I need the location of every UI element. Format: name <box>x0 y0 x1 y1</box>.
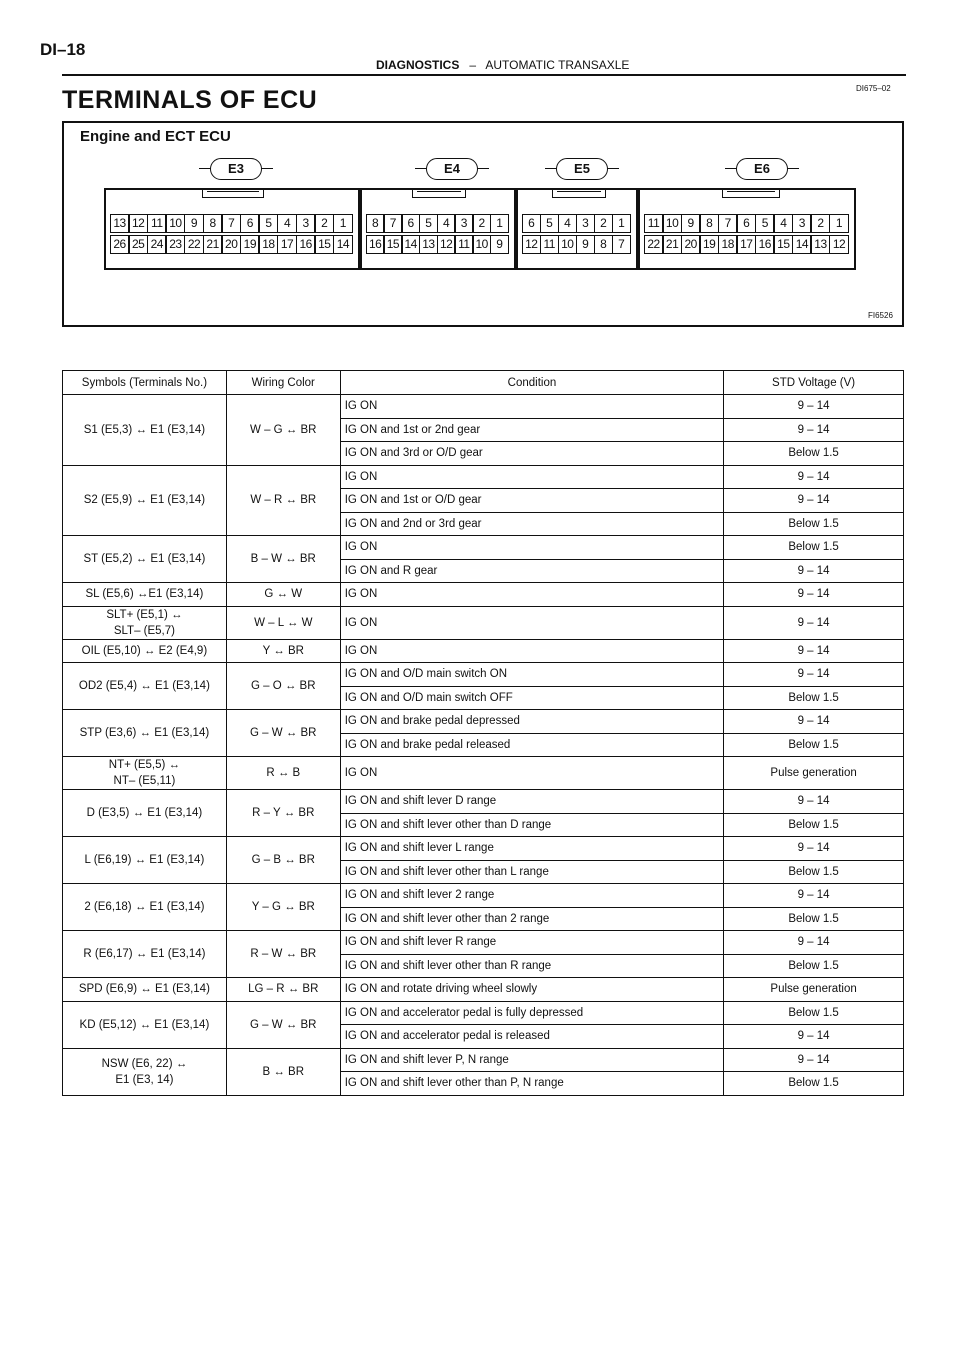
connector-pin: 1 <box>490 214 509 233</box>
connector-pin: 14 <box>401 235 420 254</box>
connector-pin: 13 <box>110 214 130 233</box>
connector-pin: 19 <box>240 235 260 254</box>
connector-pin: 12 <box>128 214 148 233</box>
connector-pin: 11 <box>540 235 560 254</box>
connector-pin: 5 <box>258 214 278 233</box>
table-row <box>63 536 904 560</box>
connector-e3 <box>104 188 360 270</box>
cell-condition: IG ON and O/D main switch ON <box>340 663 723 687</box>
connector-pin: 15 <box>383 235 402 254</box>
connector-pin: 4 <box>277 214 297 233</box>
cell-wiring-color: G – O ↔ BR <box>226 663 340 710</box>
connector-pin: 12 <box>829 235 849 254</box>
connector-pin: 12 <box>522 235 542 254</box>
cell-symbol <box>63 978 227 1002</box>
cell-symbol <box>63 536 227 583</box>
cell-std-voltage: 9 – 14 <box>724 418 904 442</box>
cell-condition: IG ON <box>340 606 723 639</box>
cell-std-voltage: Pulse generation <box>724 757 904 790</box>
connector-pin: 15 <box>773 235 793 254</box>
connector-pin: 22 <box>644 235 664 254</box>
connector-pin: 4 <box>558 214 578 233</box>
cell-wiring-color: G – W ↔ BR <box>226 710 340 757</box>
cell-condition: IG ON and brake pedal depressed <box>340 710 723 734</box>
cell-condition: IG ON and shift lever other than D range <box>340 813 723 837</box>
cell-condition: IG ON and 1st or 2nd gear <box>340 418 723 442</box>
cell-condition: IG ON and accelerator pedal is fully depressed <box>340 1001 723 1025</box>
cell-condition: IG ON and shift lever other than P, N range <box>340 1072 723 1096</box>
cell-condition: IG ON and 2nd or 3rd gear <box>340 512 723 536</box>
cell-std-voltage: Below 1.5 <box>724 1001 904 1025</box>
cell-wiring-color: W – L ↔ W <box>226 606 340 639</box>
table-row <box>63 583 904 607</box>
connector-pin: 3 <box>792 214 812 233</box>
cell-condition: IG ON and shift lever R range <box>340 931 723 955</box>
cell-condition: IG ON and O/D main switch OFF <box>340 686 723 710</box>
connector-pin: 24 <box>147 235 167 254</box>
cell-std-voltage: 9 – 14 <box>724 837 904 861</box>
cell-std-voltage: 9 – 14 <box>724 606 904 639</box>
cell-std-voltage: 9 – 14 <box>724 1025 904 1049</box>
table-row <box>63 931 904 955</box>
connector-pin: 14 <box>792 235 812 254</box>
connector-pin: 2 <box>810 214 830 233</box>
cell-symbol <box>63 606 227 639</box>
cell-std-voltage: 9 – 14 <box>724 583 904 607</box>
connector-pin: 16 <box>755 235 775 254</box>
cell-condition: IG ON and shift lever other than 2 range <box>340 907 723 931</box>
connector-pin: 10 <box>472 235 491 254</box>
cell-wiring-color: G – W ↔ BR <box>226 1001 340 1048</box>
cell-symbol <box>63 757 227 790</box>
cell-std-voltage: 9 – 14 <box>724 489 904 513</box>
table-row <box>63 757 904 790</box>
cell-condition: IG ON and accelerator pedal is released <box>340 1025 723 1049</box>
connector-pin: 23 <box>165 235 185 254</box>
connector-pin: 21 <box>203 235 223 254</box>
connector-pin-row <box>645 235 849 254</box>
connector-pin: 11 <box>454 235 473 254</box>
cell-std-voltage: Below 1.5 <box>724 686 904 710</box>
cell-std-voltage: 9 – 14 <box>724 639 904 663</box>
connector-latch <box>412 188 466 198</box>
connector-pin: 12 <box>437 235 456 254</box>
connector-latch <box>722 188 780 198</box>
cell-std-voltage: Below 1.5 <box>724 536 904 560</box>
header-rule <box>62 74 906 76</box>
connector-pin: 2 <box>472 214 491 233</box>
cell-symbol <box>63 583 227 607</box>
connector-pin: 4 <box>773 214 793 233</box>
cell-std-voltage: 9 – 14 <box>724 884 904 908</box>
cell-condition: IG ON <box>340 757 723 790</box>
cell-condition: IG ON and 3rd or O/D gear <box>340 442 723 466</box>
connector-pin: 8 <box>203 214 223 233</box>
symbol-text-line2: NT– (E5,11) <box>113 775 176 787</box>
connector-pin-row <box>645 214 849 233</box>
cell-condition: IG ON <box>340 583 723 607</box>
cell-std-voltage: Below 1.5 <box>724 954 904 978</box>
connector-pin: 2 <box>594 214 614 233</box>
connector-pin: 1 <box>612 214 632 233</box>
symbol-text: SL (E5,6) ↔E1 (E3,14) <box>85 588 204 601</box>
cell-wiring-color: W – R ↔ BR <box>226 465 340 536</box>
connector-pin: 1 <box>829 214 849 233</box>
cell-std-voltage: 9 – 14 <box>724 710 904 734</box>
connector-pin: 26 <box>110 235 130 254</box>
header-subsection: AUTOMATIC TRANSAXLE <box>485 58 630 72</box>
cell-condition: IG ON and shift lever 2 range <box>340 884 723 908</box>
col-header-voltage: STD Voltage (V) <box>724 371 904 395</box>
connector-pin: 8 <box>594 235 614 254</box>
cell-symbol <box>63 710 227 757</box>
symbol-text: KD (E5,12) ↔ E1 (E3,14) <box>79 1018 210 1031</box>
connector-e4 <box>360 188 516 270</box>
figure-title: Engine and ECT ECU <box>80 128 231 145</box>
cell-std-voltage: Below 1.5 <box>724 442 904 466</box>
cell-wiring-color: G ↔ W <box>226 583 340 607</box>
connector-pin: 11 <box>644 214 664 233</box>
connector-pin-row <box>523 214 631 233</box>
table-row <box>63 837 904 861</box>
connector-pin-row <box>367 235 509 254</box>
connector-pin: 6 <box>240 214 260 233</box>
connector-e6 <box>638 188 856 270</box>
connector-pin: 10 <box>558 235 578 254</box>
connector-pin: 11 <box>147 214 167 233</box>
cell-std-voltage: 9 – 14 <box>724 1048 904 1072</box>
cell-condition: IG ON and shift lever other than L range <box>340 860 723 884</box>
connector-pin: 14 <box>333 235 353 254</box>
cell-std-voltage: Below 1.5 <box>724 733 904 757</box>
symbol-text: STP (E3,6) ↔ E1 (E3,14) <box>79 727 210 739</box>
connector-pin: 9 <box>576 235 596 254</box>
symbol-text: S1 (E5,3) ↔ E1 (E3,14) <box>83 423 206 436</box>
connector-pin: 9 <box>681 214 701 233</box>
connector-pin: 25 <box>128 235 148 254</box>
figure-code: FI6526 <box>868 311 893 320</box>
cell-symbol <box>63 639 227 663</box>
symbol-text: NT+ (E5,5) ↔ <box>108 759 181 771</box>
table-row <box>63 710 904 734</box>
table-row <box>63 1001 904 1025</box>
cell-std-voltage: 9 – 14 <box>724 790 904 814</box>
connector-pin: 13 <box>810 235 830 254</box>
col-header-condition: Condition <box>340 371 723 395</box>
symbol-text: OD2 (E5,4) ↔ E1 (E3,14) <box>78 680 210 692</box>
connector-latch <box>552 188 606 198</box>
page-title: TERMINALS OF ECU <box>62 86 318 114</box>
cell-symbol <box>63 884 227 931</box>
cell-condition: IG ON and R gear <box>340 559 723 583</box>
table-row <box>63 1048 904 1072</box>
cell-wiring-color: R – W ↔ BR <box>226 931 340 978</box>
cell-condition: IG ON and shift lever other than R range <box>340 954 723 978</box>
connector-label-e4: E4 <box>426 158 478 180</box>
symbol-text: SPD (E6,9) ↔ E1 (E3,14) <box>78 983 210 996</box>
table-row <box>63 395 904 419</box>
connector-pin: 22 <box>184 235 204 254</box>
header-section: DIAGNOSTICS <box>376 58 460 72</box>
cell-condition: IG ON <box>340 465 723 489</box>
symbol-text: S2 (E5,9) ↔ E1 (E3,14) <box>83 494 206 507</box>
cell-symbol <box>63 1048 227 1095</box>
connector-pin: 3 <box>296 214 316 233</box>
connector-pin: 21 <box>662 235 682 254</box>
cell-wiring-color: Y – G ↔ BR <box>226 884 340 931</box>
connector-latch <box>202 188 264 198</box>
cell-condition: IG ON and shift lever L range <box>340 837 723 861</box>
connector-pin: 5 <box>419 214 438 233</box>
connector-pin: 7 <box>612 235 632 254</box>
connector-pin: 3 <box>454 214 473 233</box>
cell-symbol <box>63 837 227 884</box>
cell-condition: IG ON and shift lever D range <box>340 790 723 814</box>
connector-pin: 8 <box>699 214 719 233</box>
connector-pin: 10 <box>662 214 682 233</box>
col-header-wiring: Wiring Color <box>226 371 340 395</box>
table-row <box>63 465 904 489</box>
cell-wiring-color: Y ↔ BR <box>226 639 340 663</box>
connector-pin: 8 <box>366 214 385 233</box>
connector-pin-row <box>523 235 631 254</box>
connector-pin-row <box>111 214 353 233</box>
connector-pin: 7 <box>718 214 738 233</box>
connector-pin: 9 <box>490 235 509 254</box>
cell-std-voltage: Below 1.5 <box>724 1072 904 1096</box>
symbol-text: L (E6,19) ↔ E1 (E3,14) <box>84 854 205 866</box>
table-row <box>63 978 904 1002</box>
cell-condition: IG ON and brake pedal released <box>340 733 723 757</box>
symbol-text-line2: SLT– (E5,7) <box>113 624 175 637</box>
col-header-symbols: Symbols (Terminals No.) <box>63 371 227 395</box>
table-row <box>63 639 904 663</box>
connector-pin: 3 <box>576 214 596 233</box>
connector-pin: 16 <box>366 235 385 254</box>
cell-std-voltage: 9 – 14 <box>724 931 904 955</box>
page-number: DI–18 <box>40 40 86 59</box>
cell-std-voltage: 9 – 14 <box>724 663 904 687</box>
cell-std-voltage: Below 1.5 <box>724 512 904 536</box>
cell-condition: IG ON and shift lever P, N range <box>340 1048 723 1072</box>
connector-pin: 7 <box>383 214 402 233</box>
connector-pin: 2 <box>314 214 334 233</box>
symbol-text: 2 (E6,18) ↔ E1 (E3,14) <box>84 901 205 913</box>
connector-pin: 19 <box>699 235 719 254</box>
cell-symbol <box>63 663 227 710</box>
cell-std-voltage: 9 – 14 <box>724 395 904 419</box>
connector-pin: 6 <box>736 214 756 233</box>
connector-label-e5: E5 <box>556 158 608 180</box>
cell-std-voltage: Pulse generation <box>724 978 904 1002</box>
cell-condition: IG ON <box>340 536 723 560</box>
cell-symbol <box>63 1001 227 1048</box>
connector-pin: 5 <box>755 214 775 233</box>
symbol-text: D (E3,5) ↔ E1 (E3,14) <box>86 807 203 819</box>
cell-symbol <box>63 790 227 837</box>
symbol-text: SLT+ (E5,1) ↔ <box>106 608 183 621</box>
connector-pin-row <box>111 235 353 254</box>
cell-condition: IG ON and rotate driving wheel slowly <box>340 978 723 1002</box>
table-row <box>63 663 904 687</box>
connector-pin: 10 <box>165 214 185 233</box>
cell-symbol <box>63 395 227 466</box>
symbol-text: OIL (E5,10) ↔ E2 (E4,9) <box>81 644 208 657</box>
connector-pin: 7 <box>221 214 241 233</box>
connector-pin: 17 <box>277 235 297 254</box>
connector-pin: 6 <box>401 214 420 233</box>
cell-wiring-color: B – W ↔ BR <box>226 536 340 583</box>
connector-pin: 17 <box>736 235 756 254</box>
connector-pin: 20 <box>221 235 241 254</box>
connector-pin: 20 <box>681 235 701 254</box>
running-header <box>376 58 629 72</box>
cell-std-voltage: 9 – 14 <box>724 465 904 489</box>
connector-label-e3: E3 <box>210 158 262 180</box>
cell-condition: IG ON and 1st or O/D gear <box>340 489 723 513</box>
connector-pin: 16 <box>296 235 316 254</box>
table-row <box>63 790 904 814</box>
connector-pin-row <box>367 214 509 233</box>
cell-std-voltage: 9 – 14 <box>724 559 904 583</box>
cell-wiring-color: R – Y ↔ BR <box>226 790 340 837</box>
connector-e5 <box>516 188 638 270</box>
cell-symbol <box>63 931 227 978</box>
cell-condition: IG ON <box>340 639 723 663</box>
cell-wiring-color: G – B ↔ BR <box>226 837 340 884</box>
cell-wiring-color: B ↔ BR <box>226 1048 340 1095</box>
connector-pin: 13 <box>419 235 438 254</box>
connector-pin: 9 <box>184 214 204 233</box>
cell-condition: IG ON <box>340 395 723 419</box>
table-row <box>63 884 904 908</box>
connector-pin: 1 <box>333 214 353 233</box>
terminals-table <box>62 370 904 1096</box>
cell-wiring-color: LG – R ↔ BR <box>226 978 340 1002</box>
cell-std-voltage: Below 1.5 <box>724 907 904 931</box>
cell-std-voltage: Below 1.5 <box>724 860 904 884</box>
cell-symbol <box>63 465 227 536</box>
connector-pin: 5 <box>540 214 560 233</box>
table-row <box>63 606 904 639</box>
connector-pin: 6 <box>522 214 542 233</box>
connector-pin: 18 <box>258 235 278 254</box>
doc-code: DI675–02 <box>856 84 891 93</box>
cell-wiring-color: R ↔ B <box>226 757 340 790</box>
symbol-text: R (E6,17) ↔ E1 (E3,14) <box>83 948 206 960</box>
header-separator: – <box>469 58 477 72</box>
cell-std-voltage: Below 1.5 <box>724 813 904 837</box>
connector-pin: 4 <box>437 214 456 233</box>
symbol-text: NSW (E6, 22) ↔ <box>101 1057 188 1070</box>
symbol-text-line2: E1 (E3, 14) <box>115 1073 174 1086</box>
table-header-row <box>63 371 904 395</box>
connector-pin: 18 <box>718 235 738 254</box>
connector-label-e6: E6 <box>736 158 788 180</box>
cell-wiring-color: W – G ↔ BR <box>226 395 340 466</box>
symbol-text: ST (E5,2) ↔ E1 (E3,14) <box>83 553 206 565</box>
connector-pin: 15 <box>314 235 334 254</box>
